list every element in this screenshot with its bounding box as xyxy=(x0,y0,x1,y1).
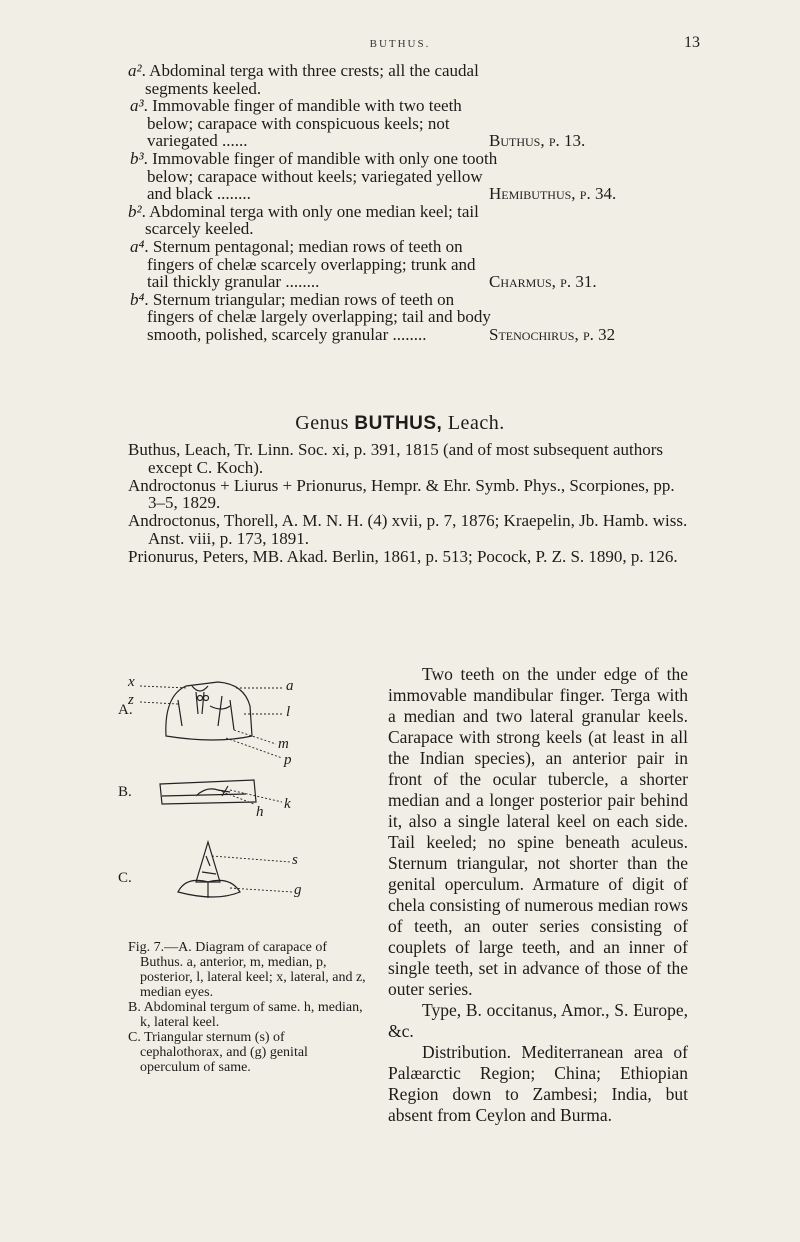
part-label: g xyxy=(294,882,302,898)
genus-label: Genus xyxy=(295,412,349,434)
key-text: Immovable finger of mandible with only one tooth below; carapace without keels; variegated yellow and black xyxy=(147,148,498,204)
figure-7 xyxy=(118,666,368,924)
part-label: k xyxy=(284,796,291,812)
key-mark: b⁴ xyxy=(130,289,145,309)
key-entry: a³. Immovable finger of mandible with two teeth below; carapace with conspicuous keels; not variegated ...... Buthus, p. 13. xyxy=(130,96,586,151)
part-label: x xyxy=(128,674,135,690)
part-label: m xyxy=(278,736,289,752)
key-mark: a⁴ xyxy=(130,236,145,256)
synonymy-entry: Androctonus, Thorell, A. M. N. H. (4) xvii, p. 7, 1876; Kraepelin, Jb. Hamb. wiss. Anst. viii, p. 173, 1891. xyxy=(128,511,688,548)
genus-author: Leach. xyxy=(447,412,505,434)
synonymy-entry: Prionurus, Peters, MB. Akad. Berlin, 1861, p. 513; Pocock, P. Z. S. 1890, p. 126. xyxy=(128,546,678,566)
type-species: Type, B. occitanus, Amor., S. Europe, &c. xyxy=(388,1000,688,1041)
key-entry: a². Abdominal terga with three crests; all the caudal segments keeled. xyxy=(128,61,479,98)
key-entry: b⁴. Sternum triangular; median rows of teeth on fingers of chelæ largely overlapping; tail and body smooth, polished, scarcely granular ........ Stenochirus, p. 32 xyxy=(130,289,616,344)
key-mark: b³ xyxy=(130,148,144,168)
running-title: BUTHUS. xyxy=(369,38,431,50)
key-text: Abdominal terga with three crests; all the caudal segments keeled. xyxy=(145,61,479,98)
caption-c: C. Triangular sternum (s) of cephalothorax, and (g) genital operculum of same. xyxy=(128,1030,308,1075)
figure-caption xyxy=(128,940,368,1075)
key-entry: b². Abdominal terga with only one median keel; tail scarcely keeled. xyxy=(128,201,479,239)
caption-b: B. Abdominal tergum of same. h, median, k, lateral keel. xyxy=(128,1000,363,1030)
part-label: l xyxy=(286,704,291,720)
key-text: Sternum triangular; median rows of teeth on fingers of chelæ largely overlapping; tail and body smooth, polished, scarcely granular xyxy=(147,289,491,344)
part-label: s xyxy=(292,852,298,868)
panel-label: C. xyxy=(118,870,132,886)
key-text: Abdominal terga with only one median keel; tail scarcely keeled. xyxy=(145,201,479,239)
synonymy-list xyxy=(128,441,688,566)
tergum-diagram xyxy=(160,780,256,804)
distribution: Distribution. Mediterranean area of Palæarctic Region; China; Ethiopian Region down to Zambesi; India, but absent from Ceylon and Burma. xyxy=(388,1042,688,1125)
genus-heading xyxy=(0,412,800,435)
genus-description xyxy=(388,664,688,1126)
synonymy-entry: Buthus, Leach, Tr. Linn. Soc. xi, p. 391, 1815 (and of most subsequent authors except C. Koch). xyxy=(128,440,664,477)
key-mark: a³ xyxy=(130,96,144,116)
sternum-diagram xyxy=(178,842,240,898)
key-text: Immovable finger of mandible with two teeth below; carapace with conspicuous keels; not variegated xyxy=(147,96,462,151)
key-entry: a⁴. Sternum pentagonal; median rows of teeth on fingers of chelæ scarcely overlapping; trunk and tail thickly granular ........ Charmus, p. 31. xyxy=(130,236,597,292)
part-label: z xyxy=(128,692,134,708)
description-paragraph: Two teeth on the under edge of the immovable mandibular finger. Terga with a median and two lateral granular keels. Carapace with strong keels (at least in all the Indian species), an anterior pair in front of the ocular tubercle, a shorter median and a longer posterior pair behind it, also a single lateral keel on each side. Tail keeled; no spine beneath aculeus. Sternum triangular, not shorter than the genital operculum. Armature of digit of chela consisting of numerous median rows of teeth, an outer series consisting of couplets of large teeth, and an inner of single teeth, set in advance of those of the outer series. xyxy=(388,664,688,999)
key-text: Sternum pentagonal; median rows of teeth on fingers of chelæ scarcely overlapping; trunk and tail thickly granular xyxy=(147,236,476,292)
genus-name: BUTHUS, xyxy=(354,413,443,434)
part-label: a xyxy=(286,678,294,694)
key-result: Stenochirus, p. 32 xyxy=(489,324,616,344)
synonymy-entry: Androctonus + Liurus + Prionurus, Hempr. & Ehr. Symb. Phys., Scorpiones, pp. 3–5, 1829. xyxy=(128,475,675,513)
panel-label: A. xyxy=(118,702,133,718)
caption-main: Fig. 7.—A. Diagram of carapace of Buthus. a, anterior, m, median, p, posterior, l, lateral keel; x, lateral, and z, median eyes. xyxy=(128,940,366,1000)
panel-label: B. xyxy=(118,784,132,800)
part-label: p xyxy=(284,752,292,768)
key-entry: b³. Immovable finger of mandible with only one tooth below; carapace without keels; variegated yellow and black ........ Hemibuthus, p. 34. xyxy=(130,148,617,204)
part-label: h xyxy=(256,804,264,820)
key-result: Buthus, p. 13. xyxy=(489,131,586,151)
genus-key xyxy=(128,62,688,344)
buthus-diagram xyxy=(126,666,368,924)
page-number: 13 xyxy=(684,34,700,51)
key-mark: a² xyxy=(128,61,142,80)
key-mark: b² xyxy=(128,201,142,221)
key-result: Charmus, p. 31. xyxy=(489,272,597,292)
key-result: Hemibuthus, p. 34. xyxy=(489,184,617,204)
